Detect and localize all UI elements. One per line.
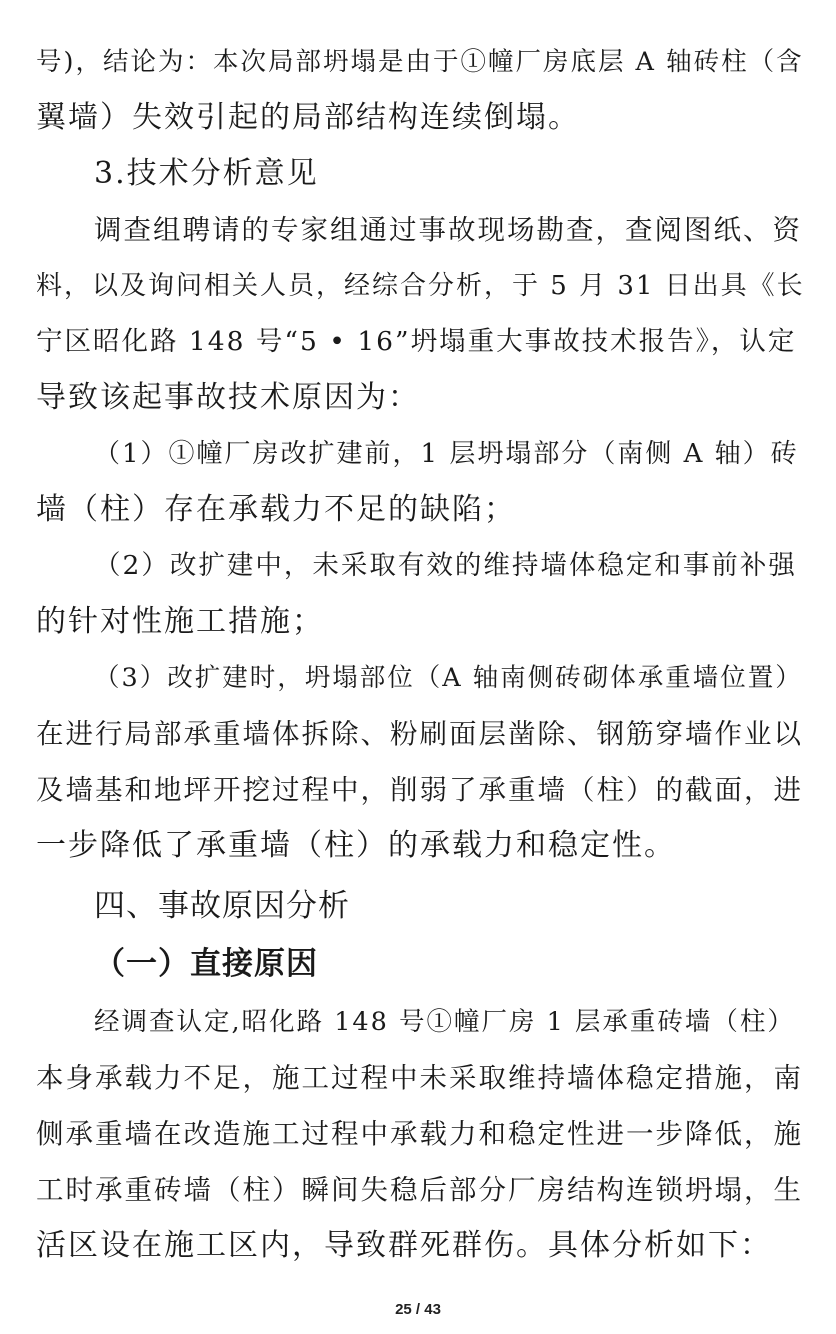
list-item: （1）①幢厂房改扩建前，1 层坍塌部分（南侧 A 轴）砖 <box>94 439 799 469</box>
text-line: 号)，结论为：本次局部坍塌是由于①幢厂房底层 A 轴砖柱（含 <box>36 47 804 77</box>
text-line: 翼墙）失效引起的局部结构连续倒塌。 <box>36 100 580 135</box>
subsection-heading: （一）直接原因 <box>94 946 318 982</box>
page-number: 25 / 43 <box>395 1301 441 1318</box>
list-item: （3）改扩建时，坍塌部位（A 轴南侧砖砌体承重墙位置） <box>94 663 803 693</box>
text-line: 导致该起事故技术原因为： <box>36 380 420 415</box>
text-line: 活区设在施工区内，导致群死群伤。具体分析如下： <box>36 1228 772 1263</box>
text-line: 墙（柱）存在承载力不足的缺陷； <box>36 492 516 527</box>
text-line: 的针对性施工措施； <box>36 604 324 639</box>
text-line: 工时承重砖墙（柱）瞬间失稳后部分厂房结构连锁坍塌，生 <box>36 1174 803 1206</box>
text-line: 料，以及询问相关人员，经综合分析，于 5 月 31 日出具《长 <box>36 271 805 301</box>
section-subheading: 3.技术分析意见 <box>94 156 319 191</box>
text-line: 调查组聘请的专家组通过事故现场勘查，查阅图纸、资 <box>94 214 802 246</box>
list-item: （2）改扩建中，未采取有效的维持墙体稳定和事前补强 <box>94 550 797 581</box>
text-line: 及墙基和地坪开挖过程中，削弱了承重墙（柱）的截面，进 <box>36 774 803 806</box>
section-heading: 四、事故原因分析 <box>94 888 350 924</box>
text-line: 本身承载力不足，施工过程中未采取维持墙体稳定措施，南 <box>36 1062 803 1094</box>
text-line: 在进行局部承重墙体拆除、粉刷面层凿除、钢筋穿墙作业以 <box>36 718 803 750</box>
text-line: 宁区昭化路 148 号“5 • 16”坍塌重大事故技术报告》，认定 <box>36 326 797 357</box>
text-line: 经调查认定,昭化路 148 号①幢厂房 1 层承重砖墙（柱） <box>94 1007 795 1037</box>
text-line: 一步降低了承重墙（柱）的承载力和稳定性。 <box>36 828 676 863</box>
text-line: 侧承重墙在改造施工过程中承载力和稳定性进一步降低，施 <box>36 1118 803 1150</box>
